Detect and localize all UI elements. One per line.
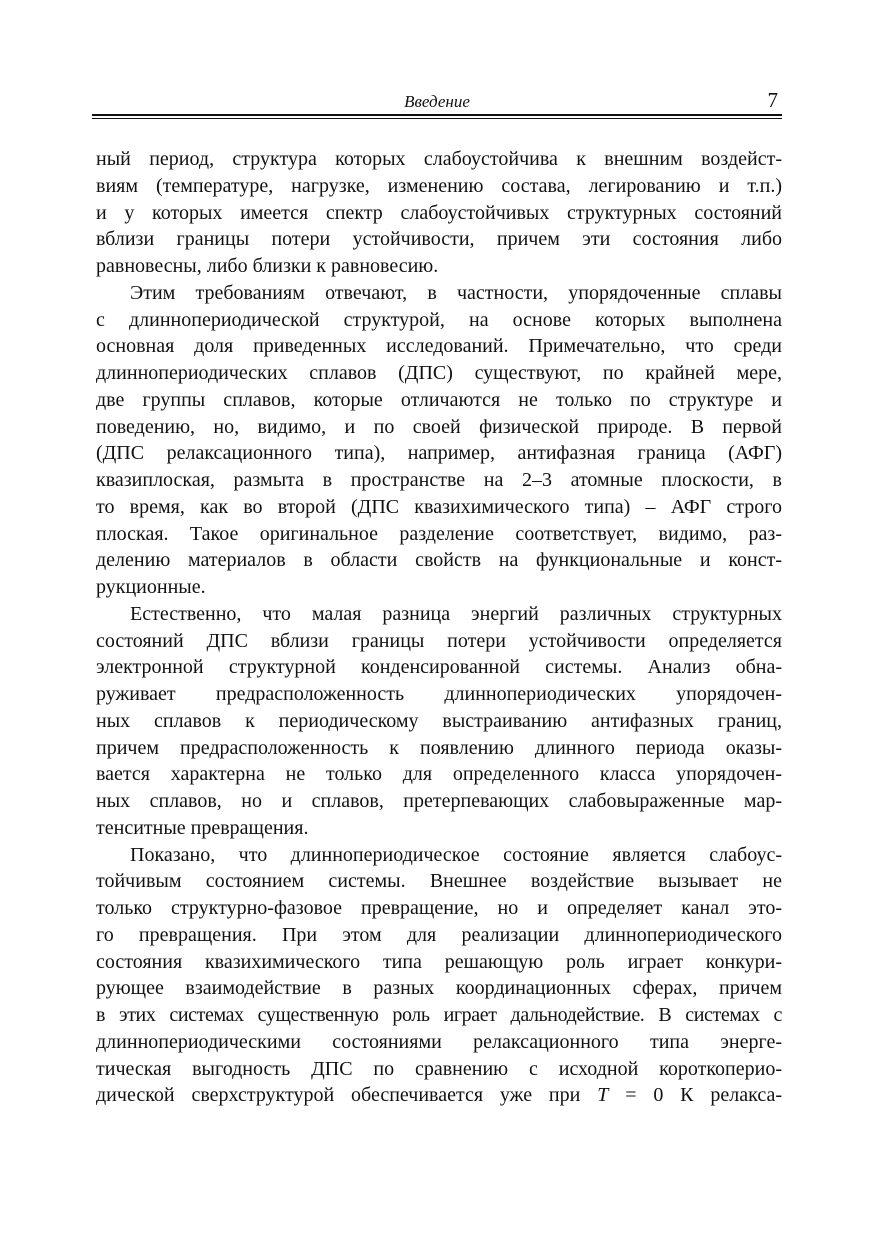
text-line: рующее взаимодействие в разных координационных сферах, причем — [96, 977, 782, 1000]
text-line: ных сплавов к периодическому выстраиванию антифазных границ, — [96, 709, 782, 732]
running-header — [92, 88, 782, 114]
header-rule-thick — [92, 114, 782, 116]
text-line: тойчивым состоянием системы. Внешнее воздействие вызывает не — [96, 870, 782, 893]
page-number: 7 — [767, 88, 778, 112]
text-line: две группы сплавов, которые отличаются не только по структуре и — [96, 388, 782, 411]
text-line: виям (температуре, нагрузке, изменению состава, легированию и т.п.) — [96, 174, 782, 197]
text-line: (ДПС релаксационного типа), например, антифазная граница (АФГ) — [96, 442, 782, 465]
text-line: квазиплоская, размыта в пространстве на 2–3 атомные плоскости, в — [96, 469, 782, 491]
text-line: тенситные превращения. — [96, 816, 309, 839]
text-line: рукционные. — [96, 576, 206, 598]
text-line: Этим требованиям отвечают, в частности, упорядоченные сплавы — [130, 281, 782, 304]
text-line: Показано, что длиннопериодическое состояние является слабоус- — [130, 843, 782, 866]
text-line: го превращения. При этом для реализации длиннопериодического — [96, 923, 782, 946]
text-line-with-formula — [96, 1082, 782, 1109]
text-line: состояния квазихимического типа решающую роль играет конкури- — [96, 950, 782, 973]
text-line: длиннопериодических сплавов (ДПС) существуют, по крайней мере, — [96, 362, 782, 384]
text-line: только структурно-фазовое превращение, но и определяет канал это- — [96, 897, 782, 919]
text-line: основная доля приведенных исследований. Примечательно, что среди — [96, 335, 782, 358]
text-line: состояний ДПС вблизи границы потери устойчивости определяется — [96, 629, 782, 652]
text-line: электронной структурной конденсированной системы. Анализ обна- — [96, 656, 782, 679]
text-line: руживает предрасположенность длиннопериодических упорядочен- — [96, 683, 782, 705]
text-line: Естественно, что малая разница энергий различных структурных — [130, 602, 782, 625]
text-line: равновесны, либо близки к равновесию. — [96, 255, 439, 277]
header-rule-thin — [92, 118, 782, 119]
text-line: тическая выгодность ДПС по сравнению с исходной короткоперио- — [96, 1057, 782, 1080]
text-line: поведению, но, видимо, и по своей физической природе. В первой — [96, 415, 782, 438]
text-line: делению материалов в области свойств на функциональные и конст- — [96, 549, 782, 572]
text-line: и у которых имеется спектр слабоустойчивых структурных состояний — [96, 201, 782, 224]
text-line: ный период, структура которых слабоустойчива к внешним воздейст- — [96, 148, 782, 170]
text-line: плоская. Такое оригинальное разделение соответствует, видимо, раз- — [96, 522, 782, 545]
body-text — [96, 146, 782, 1109]
paragraph-3 — [96, 601, 782, 842]
paragraph-2 — [96, 280, 782, 601]
text-fragment: = 0 К релакса- — [608, 1084, 782, 1107]
text-line: причем предрасположенность к появлению длинного периода оказы- — [96, 736, 782, 759]
text-fragment: дической сверхструктурой обеспечивается уже при — [96, 1084, 581, 1107]
text-line: ных сплавов, но и сплавов, претерпевающих слабовыраженные мар- — [96, 790, 782, 812]
text-line: в этих системах существенную роль играет дальнодействие. В системах с — [96, 1004, 782, 1026]
text-line: вблизи границы потери устойчивости, причем эти состояния либо — [96, 228, 782, 251]
formula-variable: T — [597, 1084, 609, 1107]
text-line: то время, как во второй (ДПС квазихимического типа) – АФГ строго — [96, 495, 782, 518]
text-line: с длиннопериодической структурой, на основе которых выполнена — [96, 308, 782, 331]
text-line: длиннопериодическими состояниями релаксационного типа энерге- — [96, 1030, 782, 1053]
paragraph-1 — [96, 146, 782, 280]
text-line: вается характерна не только для определенного класса упорядочен- — [96, 763, 782, 786]
running-title: Введение — [404, 92, 470, 111]
paragraph-4 — [96, 842, 782, 1110]
